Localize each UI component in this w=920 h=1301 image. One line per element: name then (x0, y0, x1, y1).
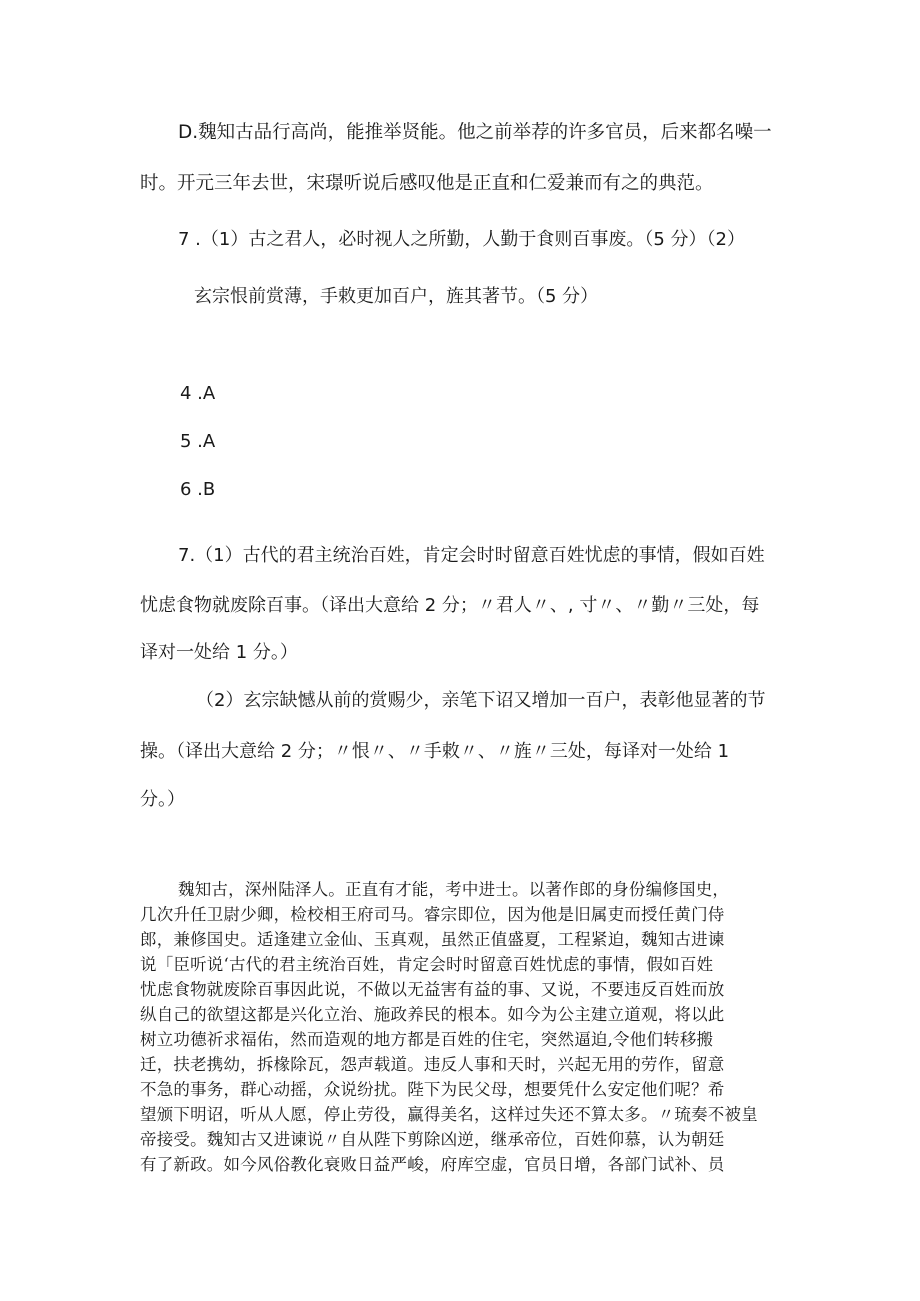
translation-2-line-2: 操。（译出大意给 2 分；〃恨〃、〃手敕〃、〃旌〃三处，每译对一处给 1 (140, 741, 730, 762)
paragraph-line: 帝接受。魏知古又进谏说〃自从陛下剪除凶逆，继承帝位，百姓仰慕，认为朝廷 (140, 1130, 725, 1149)
answer-5: 5 .A (180, 431, 216, 452)
translation-2-line-3: 分。） (140, 789, 185, 810)
translation-2-line-1: （2）玄宗缺憾从前的赏赐少，亲笔下诏又增加一百户，表彰他显著的节 (196, 690, 766, 711)
paragraph-line: 郎，兼修国史。适逢建立金仙、玉真观，虽然正值盛夏，工程紧迫，魏知古进谏 (140, 930, 725, 949)
paragraph-line: 树立功德祈求福佑，然而造观的地方都是百姓的住宅，突然逼迫,令他们转移搬 (140, 1030, 714, 1049)
paragraph-line: 望颁下明诏，听从人愿，停止劳役，赢得美名，这样过失还不算太多。〃琉奏不被皇 (140, 1105, 758, 1124)
paragraph-line: 不急的事务，群心动摇，众说纷扰。陛下为民父母，想要凭什么安定他们呢？希 (140, 1080, 725, 1099)
answer-6: 6 .B (180, 479, 216, 500)
translation-1-line-3: 译对一处给 1 分。） (140, 642, 298, 663)
q7-original-line-1: 7 .（1）古之君人，必时视人之所勤，人勤于食则百事废。（5 分）（2） (178, 229, 745, 250)
paragraph-line: 说「臣听说‘古代的君主统治百姓，肯定会时时留意百姓忧虑的事情，假如百姓 (140, 955, 714, 974)
translation-1-line-1: 7.（1）古代的君主统治百姓，肯定会时时留意百姓忧虑的事情，假如百姓 (178, 545, 765, 566)
paragraph-line: 迁，扶老携幼，拆椽除瓦，怨声载道。违反人事和天时，兴起无用的劳作，留意 (140, 1055, 725, 1074)
answer-d-line-1: D.魏知古品行高尚，能推举贤能。他之前举荐的许多官员，后来都名噪一 (178, 122, 772, 143)
q7-original-line-2: 玄宗恨前赏薄，手敕更加百户，旌其著节。（5 分） (194, 286, 599, 307)
paragraph-line: 有了新政。如今风俗教化衰败日益严峻，府库空虚，官员日增，各部门试补、员 (140, 1155, 725, 1174)
paragraph-line: 忧虑食物就废除百事因此说，不做以无益害有益的事、又说，不要违反百姓而放 (140, 980, 725, 999)
paragraph-line: 魏知古，深州陆泽人。正直有才能，考中进士。以著作郎的身份编修国史， (178, 880, 730, 899)
paragraph-line: 几次升任卫尉少卿，检校相王府司马。睿宗即位，因为他是旧属吏而授任黄门侍 (140, 905, 725, 924)
answer-4: 4 .A (180, 383, 216, 404)
answer-d-line-2: 时。开元三年去世，宋璟听说后感叹他是正直和仁爱兼而有之的典范。 (140, 173, 714, 194)
translation-1-line-2: 忧虑食物就废除百事。（译出大意给 2 分；〃君人〃、, 寸〃、〃勤〃三处，每 (140, 595, 760, 616)
paragraph-line: 纵自己的欲望这都是兴化立治、施政养民的根本。如今为公主建立道观，将以此 (140, 1005, 725, 1024)
